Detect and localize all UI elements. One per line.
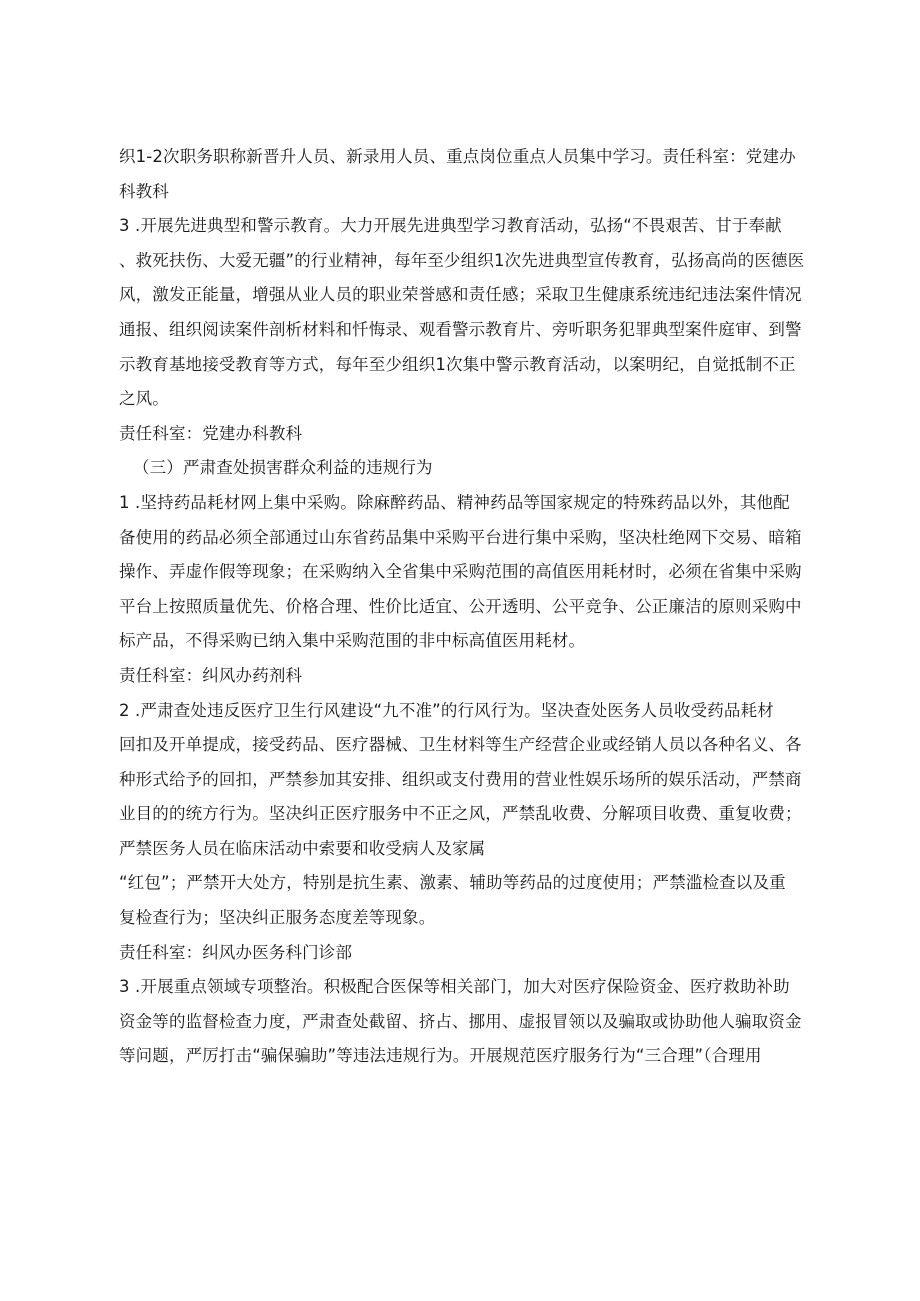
text-line: 资金等的监督检查力度，严肃查处截留、挤占、挪用、虚报冒领以及骗取或协助他人骗取资金 [119, 1011, 802, 1031]
text-line: 平台上按照质量优先、价格合理、性价比适宜、公开透明、公平竞争、公正廉洁的原则采购中 [119, 596, 802, 616]
text-line: 严禁医务人员在临床活动中索要和收受病人及家属 [119, 838, 486, 858]
text-line: 织1-2次职务职称新晋升人员、新录用人员、重点岗位重点人员集中学习。责任科室：党建办 [119, 147, 796, 166]
text-line: 通报、组织阅读案件剖析材料和忏悔录、观看警示教育片、旁听职务犯罪典型案件庭审、到警 [119, 319, 802, 339]
responsibility-line: 责任科室：纠风办药剂科 [119, 665, 303, 685]
text-line: 1 .坚持药品耗材网上集中采购。除麻醉药品、精神药品等国家规定的特殊药品以外，其他配 [119, 492, 790, 512]
text-line: 复检查行为；坚决纠正服务态度差等现象。 [119, 908, 436, 928]
text-line: 示教育基地接受教育等方式，每年至少组织1次集中警示教育活动，以案明纪，自觉抵制不正 [119, 354, 796, 374]
section-heading: （三）严肃查处损害群众利益的违规行为 [133, 458, 433, 478]
text-line: 风，激发正能量，增强从业人员的职业荣誉感和责任感；采取卫生健康系统违纪违法案件情况 [119, 285, 802, 305]
text-line: 业目的的统方行为。坚决纠正医疗服务中不正之风，严禁乱收费、分解项目收费、重复收费； [119, 804, 802, 824]
text-line: 种形式给予的回扣，严禁参加其安排、组织或支付费用的营业性娱乐场所的娱乐活动，严禁商 [119, 769, 802, 789]
text-line: “红包”；严禁开大处方，特别是抗生素、激素、辅助等药品的过度使用；严禁滥检查以及重 [119, 873, 786, 893]
text-line: 回扣及开单提成，接受药品、医疗器械、卫生材料等生产经营企业或经销人员以各种名义、各 [119, 735, 802, 755]
text-line: 2 .严肃查处违反医疗卫生行风建设“九不准”的行风行为。坚决查处医务人员收受药品耗材 [119, 700, 774, 720]
text-line: 科教科 [119, 181, 169, 201]
text-line: 等问题，严厉打击“骗保骗助”等违法违规行为。开展规范医疗服务行为“三合理”（合理用 [119, 1046, 762, 1066]
responsibility-line: 责任科室：党建办科教科 [119, 423, 303, 443]
text-line: 之风。 [119, 389, 169, 409]
text-line: 3 .开展重点领域专项整治。积极配合医保等相关部门，加大对医疗保险资金、医疗救助补助 [119, 977, 790, 997]
document-body [119, 140, 819, 1074]
responsibility-line: 责任科室：纠风办医务科门诊部 [119, 942, 353, 962]
text-line: 操作、弄虚作假等现象；在采购纳入全省集中采购范围的高值医用耗材时，必须在省集中采购 [119, 562, 802, 582]
text-line: 备使用的药品必须全部通过山东省药品集中采购平台进行集中采购，坚决杜绝网下交易、暗箱 [119, 527, 802, 547]
text-line: 、救死扶伤、大爱无疆”的行业精神，每年至少组织1次先进典型宣传教育，弘扬高尚的医德医 [119, 250, 805, 270]
text-line: 3 .开展先进典型和警示教育。大力开展先进典型学习教育活动，弘扬“不畏艰苦、甘于奉献 [119, 216, 782, 236]
text-line: 标产品，不得采购已纳入集中采购范围的非中标高值医用耗材。 [119, 631, 586, 651]
